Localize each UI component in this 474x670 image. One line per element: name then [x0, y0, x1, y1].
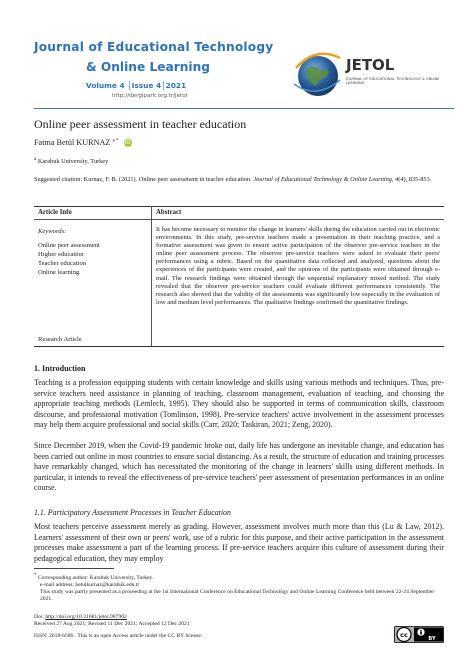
footnote [34, 572, 444, 603]
info-box-top-rule [34, 206, 444, 207]
journal-title-line2: & Online Learning [86, 60, 210, 74]
info-box-header-rule [34, 219, 444, 220]
doi-block [34, 614, 190, 628]
author-line [34, 138, 132, 147]
svg-text:BY: BY [428, 635, 436, 642]
footnote-proceeding: This study was partly presented as a proceeding at the 1st International Conference on Educational Technology and Online Learning Conference held between 22-24 September 2021. [40, 589, 435, 603]
article-info-heading: Article Info [38, 209, 72, 216]
doi-link[interactable]: http://doi.org/10.31681/jetol.987902 [45, 614, 127, 620]
suggested-citation [34, 176, 444, 185]
journal-volume: Volume 4 │Issue 4│2021 [86, 81, 187, 90]
affiliation-superscript: a [34, 157, 37, 162]
footnote-corresponding: * Corresponding author: Karabuk University, Turkey. [34, 573, 154, 581]
section-heading-introduction: 1. Introduction [34, 364, 86, 373]
article-dates: Received 27 Aug 2021; Revised 11 Dec 2021; Accepted 12 Dec 2021 [34, 621, 190, 628]
orcid-icon[interactable]: iD [124, 140, 131, 147]
affiliation-text: Karabuk University, Turkey [37, 158, 109, 166]
keywords-list [38, 241, 100, 277]
abstract-heading: Abstract [156, 209, 182, 216]
svg-text:cc: cc [400, 631, 408, 639]
journal-header [34, 40, 454, 109]
subsection-heading: 1.1. Participatory Assessment Processes in Teacher Education [34, 508, 231, 517]
affiliation [34, 157, 108, 165]
footnote-email: e-mail address: betulkurnaz@karabuk.edu.tr [40, 581, 140, 588]
keyword-item: Online peer assessment [38, 242, 100, 249]
citation-journal: Journal of Educational Technology & Online Learning, 4 [253, 176, 399, 183]
logo-subtitle: JOURNAL OF EDUCATIONAL TECHNOLOGY & ONLINE LEARNING [346, 77, 440, 86]
author-name: Fatma Betül KURNAZ [34, 138, 111, 147]
body-paragraph: Most teachers perceive assessment merely as grading. However, assessment involves much more than this (Lu & Law, 2012). Learners' assessment of their own or peers' work, use of a rubric for this purpose, and their active participation in the assessment processes make assessment a part of the learning process. If pre-service teachers acquire this culture of assessment during their pedagogical education, they may employ [34, 522, 444, 563]
issn-license-line: ISSN: 2618-6586 . This is an open Access article under the CC BY license. [34, 633, 203, 639]
info-box-bottom-rule [34, 346, 444, 347]
author-superscript: a * [112, 138, 119, 144]
info-box-column-divider [151, 206, 152, 346]
article-title: Online peer assessment in teacher education [34, 117, 247, 131]
citation-text: Kurnaz, F. B. (2021). Online peer assessment in teacher education. [83, 176, 252, 183]
keywords-label: Keywords: [38, 228, 67, 235]
abstract-text: It has become necessary to monitor the change in learners' skills during the education carried out in electronic environments. In this study, pre-service teachers made a presentation in their teaching practice, and a formative assessment was given to ensure active participation of the observer pre-service teachers in the online peer assessment process. The observer pre-service teachers were asked to evaluate their peers' performances using a rubric. Based on the quantitative data collected and analyzed, questions about the experiences of the participants were created, and the opinions of the participants were obtained through e-mail. The research findings were obtained through the sequential explanatory mixed method. The study revealed that the observer pre-service teachers could evaluate different performances consistently. The research also showed that the validity of the assessments was significantly low especially in the evaluation of low and medium level performances. The qualitative findings confirmed the quantitative findings. [156, 226, 440, 306]
journal-url[interactable]: http://dergipark.org.tr/jetol [112, 93, 188, 99]
keyword-item: Online learning [38, 269, 80, 276]
citation-label: Suggested citation: [34, 176, 83, 183]
keyword-item: Higher education [38, 251, 84, 258]
body-paragraph: Since December 2019, when the Covid-19 pandemic broke out, daily life has undergone an inevitable change, and education has been carried out online in most countries to ensure social distancing. As a result, the structure of education and training processes have remarkably changed, which has necessitated the monitoring of the change in learners' skills using different methods. In particular, it intends to reveal the effectiveness of pre-service teachers' peer assessment of presentation performances in an online course. [34, 441, 444, 493]
footnote-rule [34, 568, 114, 569]
article-type: Research Article [38, 336, 82, 343]
keyword-item: Teacher education [38, 260, 87, 267]
journal-title-line1: Journal of Educational Technology [34, 40, 274, 54]
doi-label: Doi: [34, 614, 44, 620]
logo-name: JETOL [346, 56, 395, 74]
body-paragraph: Teaching is a profession equipping students with certain knowledge and skills using various methods and techniques. Thus, pre-service teachers need assistance in planning of teaching, classroom management, evaluation of teaching, and choosing the appropriate teaching methods (Lemlech, 1995). They should also be supported in terms of communication skills, classroom discourse, and professional motivation (Tomlinson, 1998). Pre-service teachers' active involvement in the assessment processes may help them acquire professional and social skills (Carr, 2020; Taskiran, 2021; Zeng, 2020). [34, 378, 444, 430]
citation-tail: (4), 835-853. [398, 176, 432, 183]
globe-logo-icon [286, 40, 348, 106]
jetol-logo [286, 40, 456, 106]
cc-by-license-icon[interactable] [394, 626, 444, 643]
